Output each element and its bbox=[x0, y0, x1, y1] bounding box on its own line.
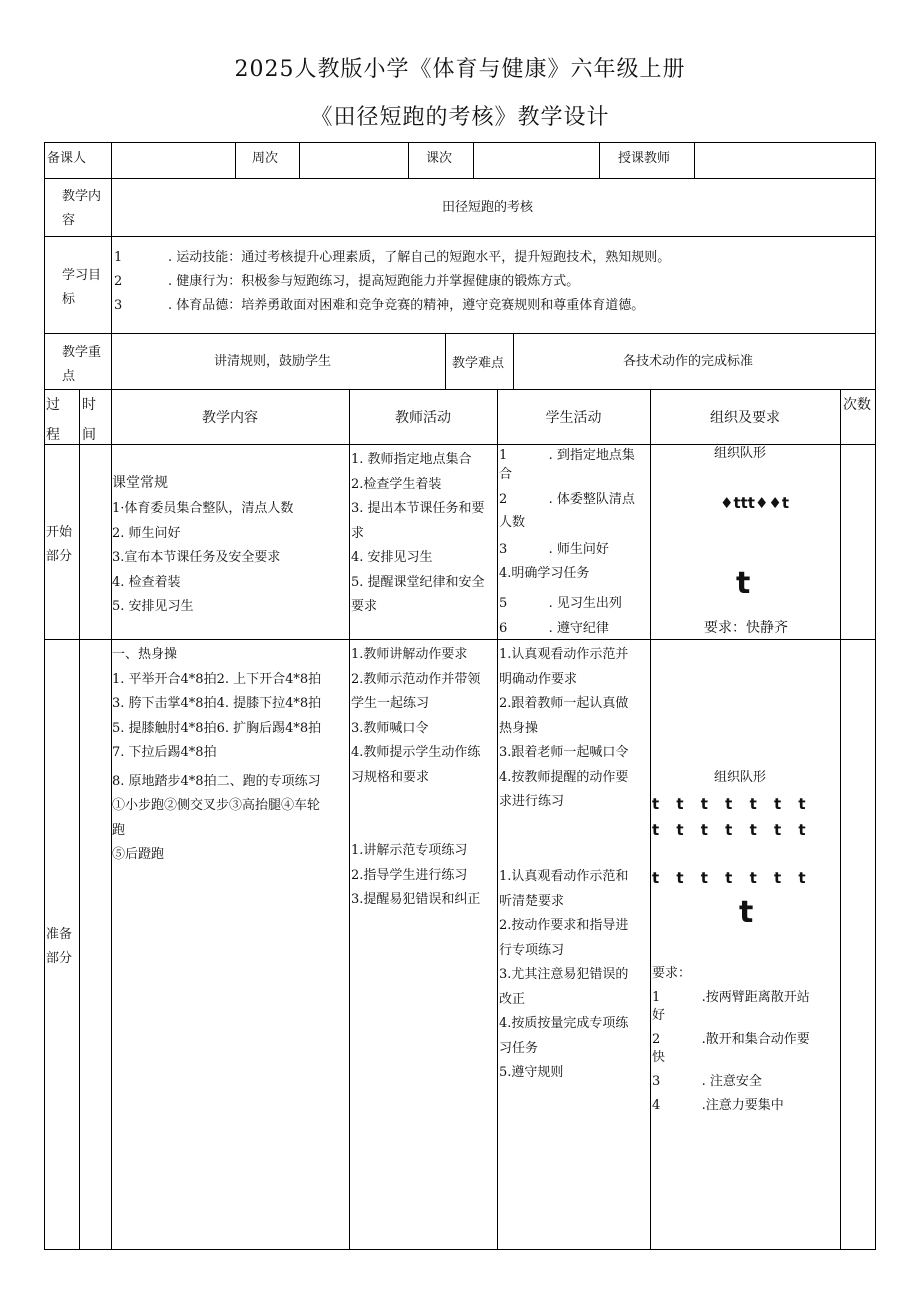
content-label: 教学内 bbox=[62, 189, 102, 204]
goal-item-text: . 健康行为：积极参与短跑练习，提高短跑能力并掌握健康的锻炼方式。 bbox=[168, 274, 580, 289]
list-item: 1.讲解示范专项练习 bbox=[351, 843, 468, 858]
list-item: 4.教师提示学生动作练 bbox=[351, 745, 481, 760]
list-item: 8. 原地踏步4*8拍二、跑的专项练习 bbox=[112, 773, 321, 789]
col-divider bbox=[445, 333, 446, 389]
header-content: 教学内容 bbox=[202, 410, 258, 426]
content-label-cont: 容 bbox=[62, 213, 76, 228]
prep-teacher-list-a bbox=[351, 643, 480, 790]
prep-content-list bbox=[112, 643, 321, 868]
list-item: 习任务 bbox=[499, 1040, 539, 1056]
list-item: 3. 提出本节课任务和要求 bbox=[351, 501, 485, 541]
col-divider bbox=[599, 142, 600, 178]
list-item: 3.跟着老师一起喊口令 bbox=[499, 745, 629, 760]
goal-item-number: 1 bbox=[114, 250, 123, 265]
start-content-list bbox=[112, 497, 293, 620]
list-item: 快 bbox=[652, 1050, 666, 1065]
col-divider bbox=[235, 142, 236, 178]
list-item: 6 . 遵守纪律 bbox=[499, 621, 609, 636]
list-item: 4.按质按量完成专项练 bbox=[499, 1016, 629, 1031]
header-teacher-activity: 教师活动 bbox=[395, 410, 451, 426]
difficulty-label: 教学难点 bbox=[452, 356, 505, 371]
list-item: 5.遵守规则 bbox=[499, 1065, 564, 1080]
list-item: 4. 安排见习生 bbox=[351, 550, 433, 565]
col-divider bbox=[473, 142, 474, 178]
col-divider bbox=[694, 142, 695, 178]
list-item: 2.教师示范动作并带领 bbox=[351, 671, 481, 687]
header-count: 次数 bbox=[843, 397, 871, 413]
list-item: 5. 提膝触肘4*8拍6. 扩胸后踢4*8拍 bbox=[112, 720, 322, 736]
goal-item-number: 3 bbox=[114, 298, 123, 313]
list-item: 2.指导学生进行练习 bbox=[351, 867, 468, 883]
document-title: 2025人教版小学《体育与健康》六年级上册 bbox=[234, 57, 686, 82]
list-item: 改正 bbox=[499, 991, 526, 1007]
goal-item-number: 2 bbox=[114, 274, 123, 289]
list-item: 5 . 见习生出列 bbox=[499, 596, 622, 611]
list-item: 1·体育委员集合整队，清点人数 bbox=[112, 501, 294, 516]
list-item: 7. 下拉后踢4*8拍 bbox=[112, 745, 217, 760]
lesson-number-label: 课次 bbox=[426, 151, 453, 166]
formation-row: t t t t t t t bbox=[652, 821, 806, 839]
list-item: ①小步跑②侧交叉步③高抬腿④车轮 bbox=[112, 798, 321, 813]
prep-student-list-b bbox=[499, 865, 628, 1086]
row-divider bbox=[44, 389, 876, 390]
list-item: 3.提醒易犯错误和纠正 bbox=[351, 892, 481, 907]
list-item: 2. 师生问好 bbox=[112, 525, 181, 541]
formation-row: t t t t t t t bbox=[652, 869, 806, 887]
key-point-value: 讲清规则，鼓励学生 bbox=[214, 354, 332, 369]
list-item: 4 .注意力要集中 bbox=[652, 1098, 784, 1113]
col-divider bbox=[349, 389, 350, 1250]
key-point-label-cont: 点 bbox=[62, 369, 76, 384]
header-organization: 组织及要求 bbox=[710, 410, 780, 426]
list-item: 3.尤其注意易犯错误的 bbox=[499, 967, 629, 982]
list-item: 1. 平举开合4*8拍2. 上下开合4*8拍 bbox=[112, 671, 322, 687]
row-divider bbox=[44, 236, 876, 237]
col-divider bbox=[840, 389, 841, 1250]
list-item: 求进行练习 bbox=[499, 794, 565, 809]
header-student-activity: 学生活动 bbox=[545, 410, 602, 426]
list-item: 3.宣布本节课任务及安全要求 bbox=[112, 550, 281, 565]
start-teacher-list bbox=[351, 448, 495, 620]
routine-title: 课堂常规 bbox=[112, 475, 168, 491]
difficulty-value: 各技术动作的完成标准 bbox=[623, 354, 754, 369]
phase-start-label: 开始 bbox=[46, 525, 73, 540]
list-item: 5. 提醒课堂纪律和安全要求 bbox=[351, 574, 485, 614]
list-item: 1 .按两臂距离散开站 bbox=[652, 990, 810, 1005]
prep-student-list-a bbox=[499, 643, 628, 815]
list-item: ⑤后蹬跑 bbox=[112, 847, 165, 862]
teacher-label: 授课教师 bbox=[618, 151, 671, 166]
teacher-position-icon: t bbox=[739, 895, 754, 930]
col-divider bbox=[299, 142, 300, 178]
teacher-position-icon: t bbox=[736, 566, 751, 601]
list-item: 跑 bbox=[112, 822, 126, 838]
list-item: 合 bbox=[499, 467, 513, 482]
goal-item-text: . 运动技能：通过考核提升心理素质，了解自己的短跑水平，提升短跑技术，熟知规则。 bbox=[168, 250, 671, 265]
col-divider bbox=[408, 142, 409, 178]
row-divider bbox=[44, 178, 876, 179]
requirement-text: 要求：快静齐 bbox=[704, 620, 788, 636]
phase-start-label-cont: 部分 bbox=[46, 549, 73, 564]
col-divider bbox=[513, 333, 514, 389]
list-item: 行专项练习 bbox=[499, 942, 565, 958]
goals-label: 学习目 bbox=[62, 268, 102, 283]
list-item: 2 .散开和集合动作要 bbox=[652, 1032, 810, 1047]
list-item: 一、热身操 bbox=[112, 647, 178, 662]
list-item: 1 . 到指定地点集 bbox=[499, 448, 635, 463]
list-item: 2.检查学生着装 bbox=[351, 476, 442, 492]
formation-row: t t t t t t t bbox=[652, 795, 806, 813]
goal-item-text: . 体育品德：培养勇敢面对困难和竞争竞赛的精神，遵守竞赛规则和尊重体育道德。 bbox=[168, 298, 645, 313]
col-divider bbox=[111, 142, 112, 389]
goals-label-cont: 标 bbox=[62, 292, 76, 307]
list-item: 3 . 师生问好 bbox=[499, 542, 609, 557]
content-value: 田径短跑的考核 bbox=[442, 200, 534, 215]
list-item: 4.明确学习任务 bbox=[499, 566, 590, 581]
list-item: 听清楚要求 bbox=[499, 893, 565, 909]
week-label: 周次 bbox=[252, 151, 279, 166]
key-point-label: 教学重 bbox=[62, 345, 102, 360]
list-item: 学生一起练习 bbox=[351, 696, 430, 711]
col-divider bbox=[650, 389, 651, 1250]
list-item: 1.认真观看动作示范和 bbox=[499, 869, 629, 884]
formation-title: 组织队形 bbox=[714, 770, 767, 785]
col-divider bbox=[79, 389, 80, 1250]
requirement-title: 要求： bbox=[652, 966, 692, 981]
list-item: 好 bbox=[652, 1008, 666, 1023]
phase-prep-label: 准备 bbox=[46, 927, 73, 942]
header-process-cont: 程 bbox=[46, 427, 60, 443]
list-item: 4.按教师提醒的动作要 bbox=[499, 769, 629, 785]
list-item: 2.按动作要求和指导进 bbox=[499, 918, 629, 933]
list-item: 3.教师喊口令 bbox=[351, 720, 429, 736]
prep-teacher-list-b bbox=[351, 839, 480, 913]
list-item: 人数 bbox=[499, 515, 526, 530]
list-item: 1.认真观看动作示范并 bbox=[499, 647, 629, 662]
formation-row: ♦ttt♦♦t bbox=[720, 494, 790, 512]
list-item: 1. 教师指定地点集合 bbox=[351, 452, 472, 467]
list-item: 3 . 注意安全 bbox=[652, 1074, 762, 1089]
formation-title: 组织队形 bbox=[714, 446, 767, 461]
preparer-label: 备课人 bbox=[47, 151, 87, 166]
list-item: 5. 安排见习生 bbox=[112, 599, 194, 614]
header-time: 时 bbox=[82, 397, 96, 413]
list-item: 3. 胯下击掌4*8拍4. 提膝下拉4*8拍 bbox=[112, 696, 322, 711]
list-item: 明确动作要求 bbox=[499, 671, 578, 687]
list-item: 2 . 体委整队清点 bbox=[499, 492, 635, 507]
header-time-cont: 间 bbox=[82, 427, 96, 443]
list-item: 1.教师讲解动作要求 bbox=[351, 647, 468, 662]
header-process: 过 bbox=[46, 397, 60, 413]
list-item: 2.跟着教师一起认真做 bbox=[499, 696, 629, 711]
phase-prep-label-cont: 部分 bbox=[46, 951, 73, 966]
row-divider bbox=[44, 333, 876, 334]
list-item: 热身操 bbox=[499, 720, 539, 736]
col-divider bbox=[497, 389, 498, 1250]
list-item: 习规格和要求 bbox=[351, 769, 430, 785]
list-item: 4. 检查着装 bbox=[112, 574, 181, 590]
document-subtitle: 《田径短跑的考核》教学设计 bbox=[310, 105, 610, 130]
